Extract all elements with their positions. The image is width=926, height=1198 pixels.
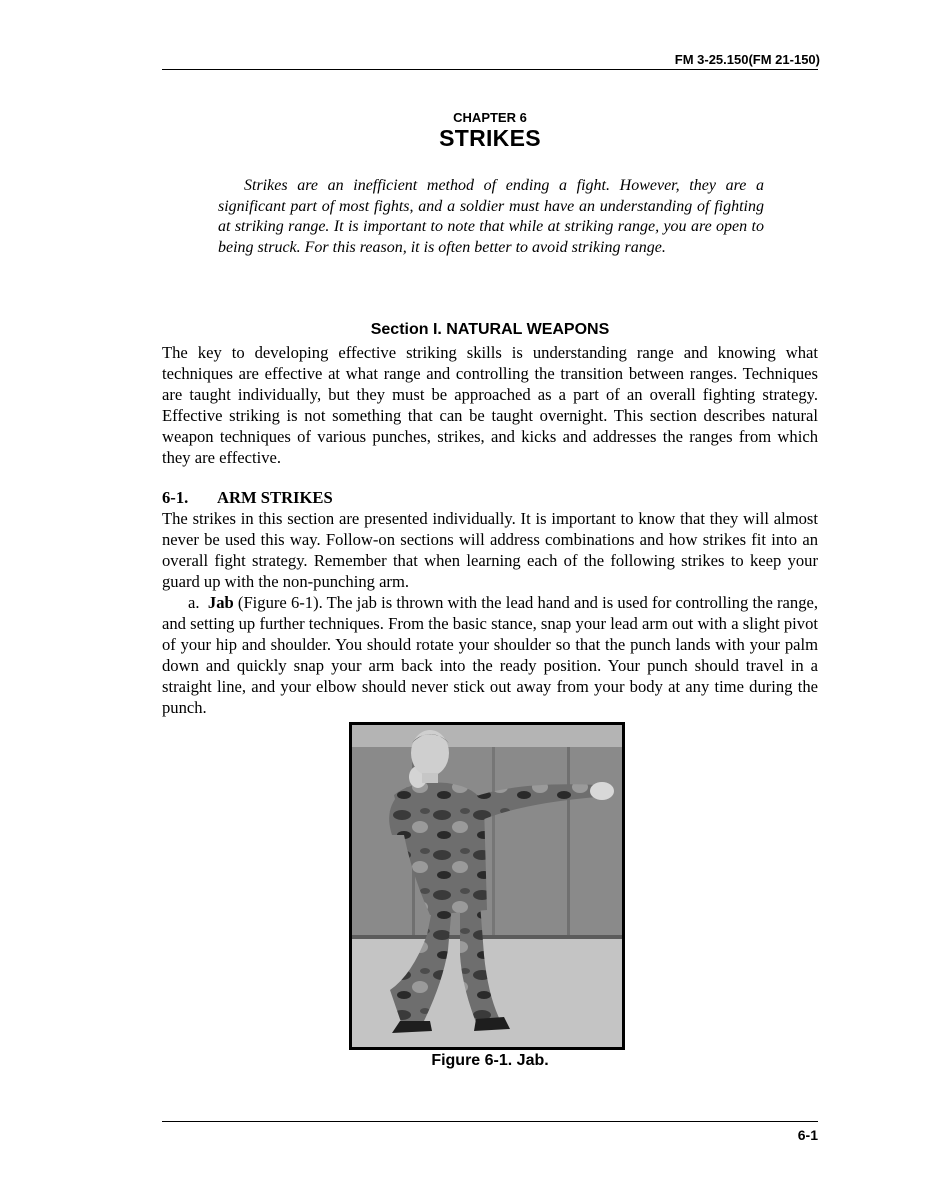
subparagraph-label: a. xyxy=(188,593,200,612)
page-number: 6-1 xyxy=(797,1127,818,1143)
subparagraph-term: Jab xyxy=(207,593,234,612)
footer-rule xyxy=(162,1121,818,1122)
section-body: The key to developing effective striking skills is understanding range and knowing what techniques are effective at what range and controlling the transition between ranges. Techniques are taught individually, but they must be approached as a part of an overall fighting strategy. Effective striking is not something that can be taught overnight. This section describes natural weapon techniques of various punches, strikes, and kicks and addresses the ranges from which they are effective. xyxy=(162,343,818,467)
chapter-intro: Strikes are an inefficient method of ending a fight. However, they are a significant part of most fights, and a soldier must have an understanding of fighting at striking range. It is important to note that while at striking range, you are open to being struck. For this reason, it is often better to avoid striking range. xyxy=(218,177,764,256)
section-heading: Section I. NATURAL WEAPONS xyxy=(370,321,610,338)
paragraph-number: 6-1. xyxy=(162,488,189,507)
figure-jab-photo xyxy=(349,722,625,1050)
paragraph-heading xyxy=(162,488,333,508)
figure-caption: Figure 6-1. Jab. xyxy=(431,1052,549,1069)
chapter-title: STRIKES xyxy=(439,125,541,151)
soldier-jab-illustration xyxy=(352,725,622,1047)
subparagraph-text: (Figure 6-1). The jab is thrown with the lead hand and is used for controlling the range, and setting up further techniques. From the basic stance, snap your lead arm out with a slight pivot of your hip and shoulder. You should rotate your shoulder so that the punch lands with your palm down and quickly snap your arm back into the ready position. Your punch should travel in a straight line, and your elbow should never stick out away from your body at any time during the punch. xyxy=(162,593,819,717)
header-rule xyxy=(162,69,818,70)
paragraph-title: ARM STRIKES xyxy=(217,488,333,507)
paragraph-body: The strikes in this section are presented individually. It is important to know that they will almost never be used this way. Follow-on sections will address combinations and how strikes fit into an overall fight strategy. Remember that when learning each of the following strikes to keep your guard up with the non-punching arm. xyxy=(162,509,818,591)
document-id: FM 3-25.150(FM 21-150) xyxy=(674,52,820,67)
subparagraph-jab xyxy=(162,593,818,718)
chapter-number: CHAPTER 6 xyxy=(453,110,527,125)
